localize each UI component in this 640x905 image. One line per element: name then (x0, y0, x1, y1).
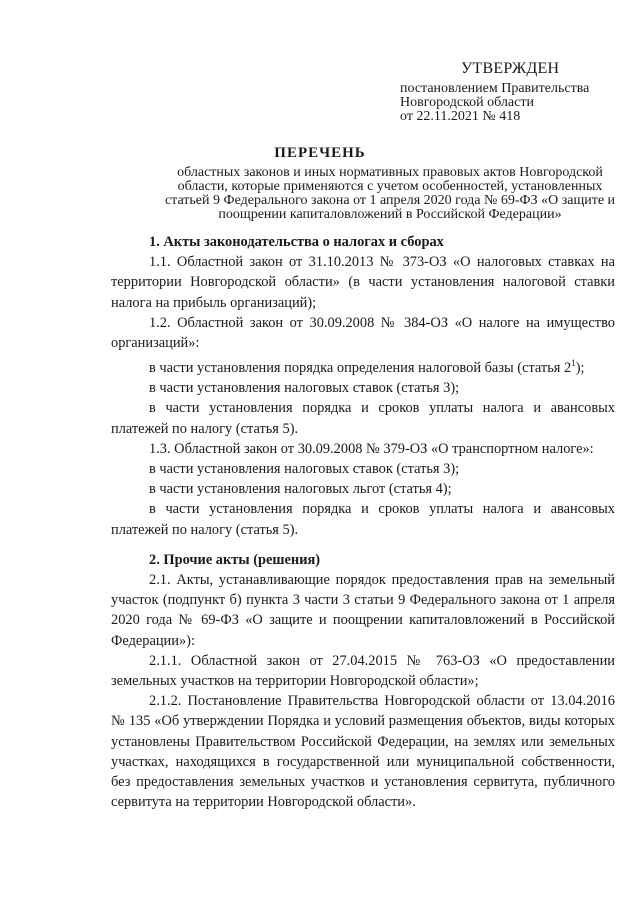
section-1-heading: 1. Акты законодательства о налогах и сборах (149, 234, 444, 250)
approval-line: Новгородской области (400, 95, 534, 110)
item-1-3-c: в части установления порядка и сроков уплаты налога и авансовых платежей по налогу (статья 5). (111, 501, 615, 538)
subtitle-line: поощрении капиталовложений в Российской Федерации» (218, 207, 562, 222)
item-1-1: 1.1. Областной закон от 31.10.2013 № 373-ОЗ «О налоговых ставках на территории Новгородской области» (в части установления налоговой ставки налога на прибыль организаций); (111, 254, 615, 311)
item-1-3-b: в части установления налоговых льгот (статья 4); (149, 481, 452, 498)
document-body (111, 232, 615, 812)
approval-details (400, 82, 589, 124)
approval-line: постановлением Правительства (400, 81, 590, 96)
item-1-3: 1.3. Областной закон от 30.09.2008 № 379-ОЗ «О транспортном налоге»: (149, 440, 594, 457)
subtitle-line: областных законов и иных нормативных правовых актов Новгородской (177, 165, 603, 180)
item-1-2-a-end: ); (575, 360, 585, 377)
item-1-2-b: в части установления налоговых ставок (статья 3); (149, 380, 460, 397)
item-1-2-c: в части установления порядка и сроков уплаты налога и авансовых платежей по налогу (статья 5). (111, 400, 615, 437)
section-gap (111, 540, 615, 550)
item-1-2-a-text: в части установления порядка определения налоговой базы (статья 2 (149, 360, 572, 377)
document-title: ПЕРЕЧЕНЬ (274, 145, 366, 161)
item-1-2-a (111, 353, 615, 378)
subtitle-line: статьей 9 Федерального закона от 1 апреля 2020 года № 69-ФЗ «О защите и (164, 193, 616, 208)
item-2-1: 2.1. Акты, устанавливающие порядок предоставления прав на земельный участок (подпункт б) пункта 3 части 3 статьи 9 Федерального закона от 1 апреля 2020 года № 69-ФЗ «О защите и поощрении капиталовложений в Российской Федерации»): (111, 572, 615, 649)
section-2-heading: 2. Прочие акты (решения) (149, 551, 321, 568)
approval-stamp-title: УТВЕРЖДЕН (461, 60, 560, 77)
item-1-3-a: в части установления налоговых ставок (статья 3); (149, 461, 460, 478)
document-subtitle (150, 166, 630, 222)
item-1-2-a-superscript: 1 (571, 358, 576, 369)
subtitle-line: области, которые применяются с учетом особенностей, установленных (177, 179, 603, 194)
item-2-1-1: 2.1.1. Областной закон от 27.04.2015 № 763-ОЗ «О предоставлении земельных участков на территории Новгородской области»; (111, 652, 615, 690)
item-1-2: 1.2. Областной закон от 30.09.2008 № 384-ОЗ «О налоге на имущество организаций»: (111, 314, 615, 352)
item-2-1-2: 2.1.2. Постановление Правительства Новгородской области от 13.04.2016 № 135 «Об утверждении Порядка и условий размещения объектов, виды которых установлены Правительством Российской Федерации, на землях или земельных участках, находящихся в государственной или муниципальной собственности, без предоставления земельных участков и установления сервитута, публичного сервитута на территории Новгородской области». (111, 693, 615, 811)
approval-line: от 22.11.2021 № 418 (400, 109, 521, 124)
